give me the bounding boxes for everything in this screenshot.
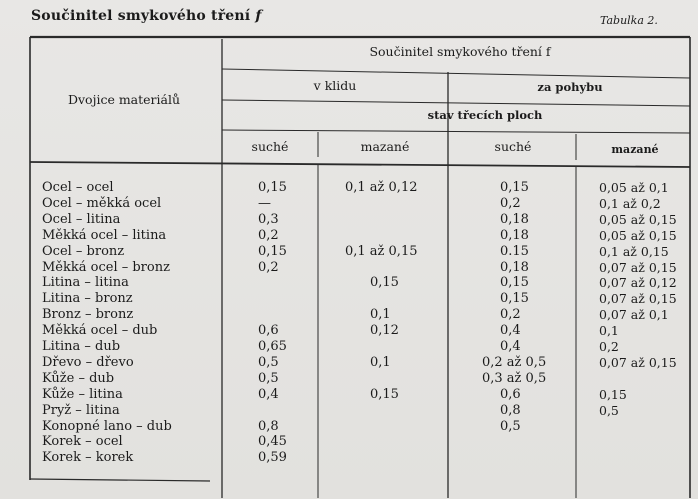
cell-material-pair: Ocel – bronz <box>42 243 125 259</box>
cell-dry-rest: 0,5 <box>258 354 279 370</box>
cell-material-pair: Kůže – dub <box>42 370 115 386</box>
cell-dry-motion: 0,18 <box>500 259 529 275</box>
cell-dry-motion: 0,6 <box>500 386 521 402</box>
cell-material-pair: Ocel – měkká ocel <box>42 195 162 211</box>
cell-lubricated-rest: 0,12 <box>370 323 399 339</box>
cell-dry-motion: 0,18 <box>500 211 529 227</box>
table-number: Tabulka 2. <box>600 14 658 27</box>
cell-dry-motion: 0.15 <box>500 243 529 259</box>
cell-dry-motion: 0,15 <box>500 275 529 291</box>
cell-lubricated-motion: 0,07 až 0,15 <box>599 291 677 307</box>
cell-material-pair: Bronz – bronz <box>42 307 134 323</box>
header-lubricated-motion: mazané <box>611 143 659 156</box>
cell-lubricated-rest: 0,1 <box>370 354 391 370</box>
cell-dry-rest: 0,2 <box>258 227 279 243</box>
cell-lubricated-motion: 0,05 až 0,15 <box>599 227 677 243</box>
cell-material-pair: Pryž – litina <box>42 402 120 418</box>
cell-dry-motion: 0,2 <box>500 195 521 211</box>
cell-lubricated-motion: 0,5 <box>599 402 619 418</box>
cell-lubricated-motion: 0,2 <box>599 339 619 354</box>
cell-material-pair: Měkká ocel – dub <box>42 323 158 339</box>
cell-dry-rest: 0,6 <box>258 323 279 339</box>
cell-material-pair: Měkká ocel – bronz <box>42 259 170 275</box>
cell-lubricated-motion: 0,1 až 0,15 <box>599 243 669 259</box>
cell-material-pair: Ocel – ocel <box>42 180 114 195</box>
cell-material-pair: Kůže – litina <box>42 386 123 402</box>
header-coefficient: Součinitel smykového tření f <box>369 44 551 59</box>
table-title-symbol: f <box>255 8 262 24</box>
header-lubricated-rest: mazané <box>360 139 410 154</box>
cell-dry-rest: 0,2 <box>258 259 279 275</box>
header-motion: za pohybu <box>537 80 603 94</box>
cell-material-pair: Konopné lano – dub <box>42 418 172 434</box>
cell-material-pair: Litina – dub <box>42 339 121 354</box>
cell-material-pair: Korek – ocel <box>42 434 123 450</box>
cell-lubricated-motion: 0,1 <box>599 323 619 339</box>
cell-dry-motion: 0,4 <box>500 339 521 354</box>
header-rest: v klidu <box>313 78 357 93</box>
cell-dry-rest: 0,15 <box>258 180 287 195</box>
header-dry-motion: suché <box>494 139 532 154</box>
cell-lubricated-motion: 0,05 až 0,1 <box>599 180 669 195</box>
cell-lubricated-rest: 0,1 až 0,15 <box>345 243 418 259</box>
cell-dry-rest: 0,65 <box>258 339 287 354</box>
cell-dry-rest: 0,5 <box>258 370 279 386</box>
cell-material-pair: Měkká ocel – litina <box>42 227 167 243</box>
cell-lubricated-motion: 0,07 až 0,1 <box>599 307 669 323</box>
cell-dry-motion: 0,15 <box>500 291 529 307</box>
cell-material-pair: Litina – litina <box>42 275 129 291</box>
cell-dry-rest: 0,4 <box>258 386 279 402</box>
cell-lubricated-motion: 0,07 až 0,15 <box>599 354 677 370</box>
cell-lubricated-motion: 0,07 až 0,15 <box>599 259 677 275</box>
cell-lubricated-motion: 0,15 <box>599 386 627 402</box>
header-surface-state: stav třecích ploch <box>427 108 543 122</box>
cell-material-pair: Ocel – litina <box>42 211 121 227</box>
cell-lubricated-motion: 0,1 až 0,2 <box>599 195 661 211</box>
cell-dry-motion: 0,18 <box>500 227 529 243</box>
cell-dry-motion: 0,5 <box>500 418 521 434</box>
cell-dry-rest: 0,8 <box>258 418 279 434</box>
cell-lubricated-rest: 0,15 <box>370 275 399 291</box>
cell-dry-rest: 0,59 <box>258 450 287 466</box>
header-dry-rest: suché <box>251 139 289 154</box>
cell-lubricated-motion: 0,05 až 0,15 <box>599 211 677 227</box>
cell-material-pair: Litina – bronz <box>42 291 133 307</box>
cell-dry-rest: 0,45 <box>258 434 287 450</box>
cell-dry-motion: 0,15 <box>500 180 529 195</box>
table-title-text: Součinitel smykového tření <box>31 8 251 24</box>
cell-material-pair: Korek – korek <box>42 450 134 466</box>
cell-dry-motion: 0,8 <box>500 402 521 418</box>
cell-dry-motion: 0,3 až 0,5 <box>482 370 547 386</box>
cell-dry-motion: 0,4 <box>500 323 521 339</box>
cell-lubricated-rest: 0,1 <box>370 307 391 323</box>
cell-lubricated-rest: 0,15 <box>370 386 399 402</box>
cell-material-pair: Dřevo – dřevo <box>42 354 134 370</box>
cell-dry-rest: 0,3 <box>258 211 279 227</box>
cell-dry-rest: — <box>258 195 271 211</box>
header-materials: Dvojice materiálů <box>67 92 181 107</box>
cell-dry-motion: 0,2 <box>500 307 521 323</box>
cell-lubricated-rest: 0,1 až 0,12 <box>345 180 418 195</box>
cell-dry-motion: 0,2 až 0,5 <box>482 354 547 370</box>
cell-dry-rest: 0,15 <box>258 243 287 259</box>
cell-lubricated-motion: 0,07 až 0,12 <box>599 275 677 291</box>
